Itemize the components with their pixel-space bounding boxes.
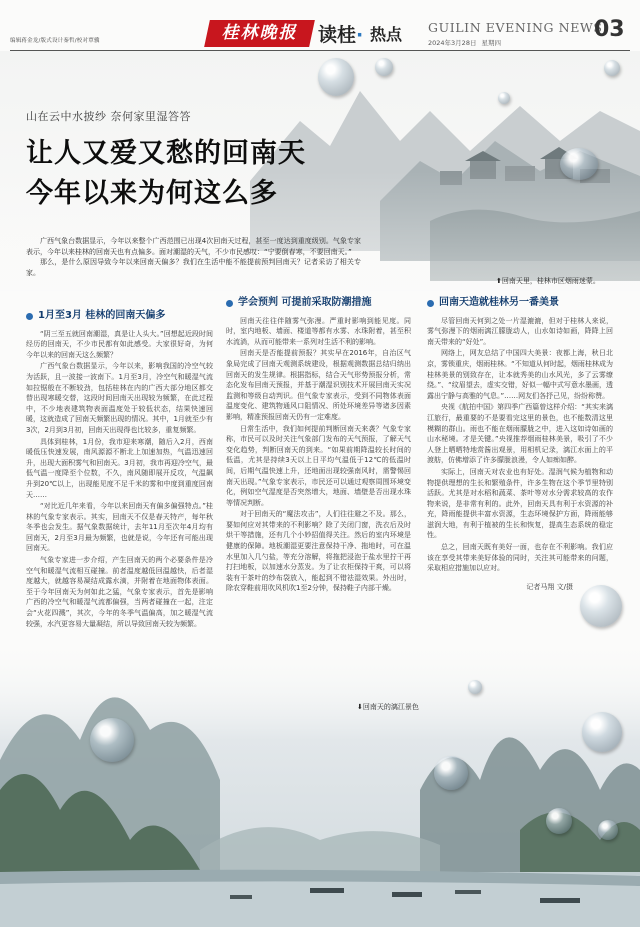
body-paragraph: 气象专家进一步介绍，产生回南天的两个必要条件是冷空气和暖湿气流相互碰撞。前者温度越低回温越快，后者湿度越大，就越容易凝结成露水滴，并附着在地面物体表面。至于今年回南天为何如此之猛，气象专家表示，首先是影响广西的冷空气和暖湿气流都偏强，当两者碰撞在一起，注定会“火花四溅”，其次，今年的冬季气温偏高，加之暖湿气流较强，水汽更容易大量凝结，所以导致回南天较为频繁。 [26, 556, 213, 628]
body-paragraph: “阴三至五就回南潮湿，真是让人头大。”回想起近段时间经历的回南天，不少市民都有如此感受。大家很好奇，为何今年以来的回南天这么频繁？ [26, 329, 213, 359]
water-droplet [434, 756, 468, 790]
section-heading-2: 学会预判 可提前采取防潮措施 [226, 298, 411, 309]
water-droplet [90, 718, 134, 762]
water-droplet [560, 148, 598, 180]
column-1 [26, 307, 213, 630]
body-paragraph: 回南天往往伴随雾气弥漫。严重时影响到能见度。同时，室内地板、墙面、楼道等都有水雾、水珠附着，甚至积水流淌，从而可能带来一系列对生活不利的影响。 [226, 316, 411, 346]
water-droplet [498, 92, 510, 104]
newspaper-logo: 桂林晚报 [204, 20, 315, 47]
article-lead [26, 236, 361, 278]
body-paragraph: 网络上，网友总结了中国四大美景：夜都上海，秋日北京，雾锁重庆，烟雨桂林。“不知道从何时起，烟雨桂林成为桂林美景的别致存在，让本就秀美的山水风光，多了云雾缭绕。”、“纹眉望去，虚实交错，好似一幅中式写意水墨画，透露出宁静与高雅的气息。”……网友们各抒己见，纷纷称赞。 [427, 349, 613, 400]
byline: 记者马翔 文/摄 [526, 582, 573, 591]
headline-line-1: 让人又爱又愁的回南天 [26, 138, 306, 169]
body-paragraph: 具体到桂林，1月份，我市迎来寒潮，随后入2月，西南暖低压快速发展，南风源源不断北上加速加热，气温迅速回升，出现大面积雾气和回南天。3月初，我市再迎冷空气，最低气温一度降至个位数，不久，南风随即展开反攻，气温飙升到20℃以上，出现能见度不足千米的雾和中度到重度回南天…… [26, 437, 213, 499]
water-droplet [546, 808, 572, 834]
body-paragraph: 实际上，回南天对农业也有好处。湿润气候为植物和动物提供理想的生长和繁殖条件，许多生物在这个季节里特别活跃。尤其是对水稻和蔬菜、茶叶等对水分需求较高的农作物来说，是非常有利的。此外，回南天具有利于水资源的补充，降雨能提供丰富水资源，生态环境保护方面，降雨能够滋润大地，有利于植被的生长和恢复，提高生态系统的稳定性。 [427, 467, 613, 540]
body-paragraph: 回南天是否能提前预报？其实早在2016年，自治区气象局完成了回南天观测系统建设，根据观测数据总结归纳出回南天的发生规律。根据指标，结合天气形势预报分析，常态化发布回南天预报，并基于潮湿识别技术开展回南天实况监测和等级自动判识。但气象专家表示，受到不同物体表面温度变化、建筑物通风口阻情况、所处环境差异等诸多因素影响，精准预报回南天仍有一定难度。 [226, 349, 411, 421]
section-heading-3: 回南天造就桂林另一番美景 [427, 298, 613, 309]
body-paragraph: 央视《航拍中国》第四季广西篇曾这样介绍：“其实来漓江旅行，最重要的不是要看完这里的景色，也不能数清这里模糊的群山。雨也不能在烟雨朦胧之中，进入这如诗如画的山水秘境。才是关键。”央视推荐烟雨桂林美景，吸引了不少人登上晒晒特地赏酱出观景，用相机记录，漓江水面上的平渡舫，仿佛增添了许多朦胧浪漫，令人如痴如醉。 [427, 403, 613, 465]
bullet-dot-icon [26, 313, 33, 320]
body-paragraph: 广西气象台数据显示，今年以来，影响我国的冷空气较为活跃，且一波接一波南下。1月至3月，冷空气和暖湿气流如拉锯般在不断较劲，包括桂林在内的广西大部分地区都交替出现寒暖交替，这段时间回南天出现较为频繁，在此过程中，不少地表建筑物表面温度处于较低状态，结果快速回暖，这就造成了回南天频繁出现的情况。其中，1月就至少有3次，2月到3月初，回南天出现得也比较多，重复频繁。 [26, 362, 213, 434]
column-2 [226, 294, 411, 595]
english-masthead: GUILIN EVENING NEWS [428, 20, 603, 35]
photo-caption-city: ⬆回南天里，桂林市区烟雨迷蒙。 [496, 277, 600, 285]
bullet-dot-icon [427, 300, 434, 307]
water-droplet [604, 60, 620, 76]
section-topic: 热点 [370, 25, 403, 44]
water-droplet [318, 58, 354, 96]
lead-paragraph: 广西气象台数据显示，今年以来整个广西范围已出现4次回南天过程，甚至一度达到重度级别。气象专家表示，今年以来桂林的回南天也有点偏多。面对潮湿的天气，不少市民感叹：“宁要倒春寒，不要回南天。” [26, 237, 361, 256]
body-paragraph: 日常生活中，我们如何提前判断回南天来袭？气象专家称，市民可以及时关注气象部门发布的天气预报，了解天气变化趋势，判断回南天的到来。“如果前期降温较长时间的低温，尤其是持续3天以上日平均气温低于12℃的低温时间，后期气温快速上升，还地面出现较强南风时，需警惕回南天出现。”气象专家表示，市民还可以通过观察周围环境变化，例如空气湿度是否突然增大，地面、墙壁是否出现水珠等情况判断。 [226, 424, 411, 507]
lead-paragraph: 那么，是什么原因导致今年以来回南天偏多？我们在生活中能不能提前预判回南天？记者采访了相关专家。 [26, 258, 361, 277]
article-subtitle: 山在云中水披纱 奈何家里湿答答 [26, 110, 191, 123]
column-3 [427, 294, 613, 592]
photo-caption-river: ⬇回南天的漓江景色 [357, 703, 419, 711]
caption-arrow-icon: ⬆ [496, 277, 502, 285]
body-paragraph: 总之，回南天既有美好一面，也存在不利影响。我们应该在享受其带来美好体验的同时，关注其可能带来的问题，采取相应措施加以应对。 [427, 543, 613, 573]
body-paragraph: 对于回南天的“魔法攻击”，人们往往避之不及。那么，要如何应对其带来的不利影响？除了关闭门窗，洗衣后及时烘干等措施，还有几个小妙招值得关注。然后的室内环境是健康的保障。地板潮湿更要注意保持干净、拖地时，可在温水里加入几勺盐，等充分溶解，将拖把浸泡于盐水里拧干再打扫地板，以加速水分蒸发。为了让衣柜保持干爽，可以将装有干茶叶的纱布袋放入，能起到不错祛湿效果。外出时，除农穿鞋前用吹风机吹1至2分钟，保持鞋子内部干燥。 [226, 510, 411, 593]
body-paragraph: “对比近几年来看，今年以来回南天有偏多偏强特点。”桂林的气象专家表示。其实，回南天不仅是春天特产，每年秋冬季也会发生。据气象数据统计，去年11月至次年4月均有回南天，2月至3月最为频繁，也就是说，今年还有可能出现回南天。 [26, 502, 213, 553]
water-droplet [375, 58, 393, 76]
water-droplet [598, 820, 618, 840]
editor-credits: 编辑蒋金龙/版式设计秦哲/校对覃骥 [10, 38, 100, 44]
caption-arrow-icon: ⬇ [357, 703, 363, 711]
bullet-dot-icon [226, 300, 233, 307]
body-paragraph: 尽管回南天何到之处一片湿漉漉，但对于桂林人来说，雾气弥漫下的烟雨漓江朦胧动人，山水如诗如画，降降上回南天带来的“好处”。 [427, 316, 613, 346]
water-droplet [468, 680, 482, 694]
water-droplet [582, 712, 622, 752]
section-heading-1: 1月至3月 桂林的回南天偏多 [26, 311, 213, 322]
section-name: 读桂· [318, 24, 364, 46]
li-river-landscape-photo [0, 640, 640, 927]
issue-date: 2024年3月28日 星期四 [428, 39, 502, 47]
headline-line-2: 今年以来为何这么多 [26, 178, 278, 209]
page-number: 03 [594, 17, 625, 42]
